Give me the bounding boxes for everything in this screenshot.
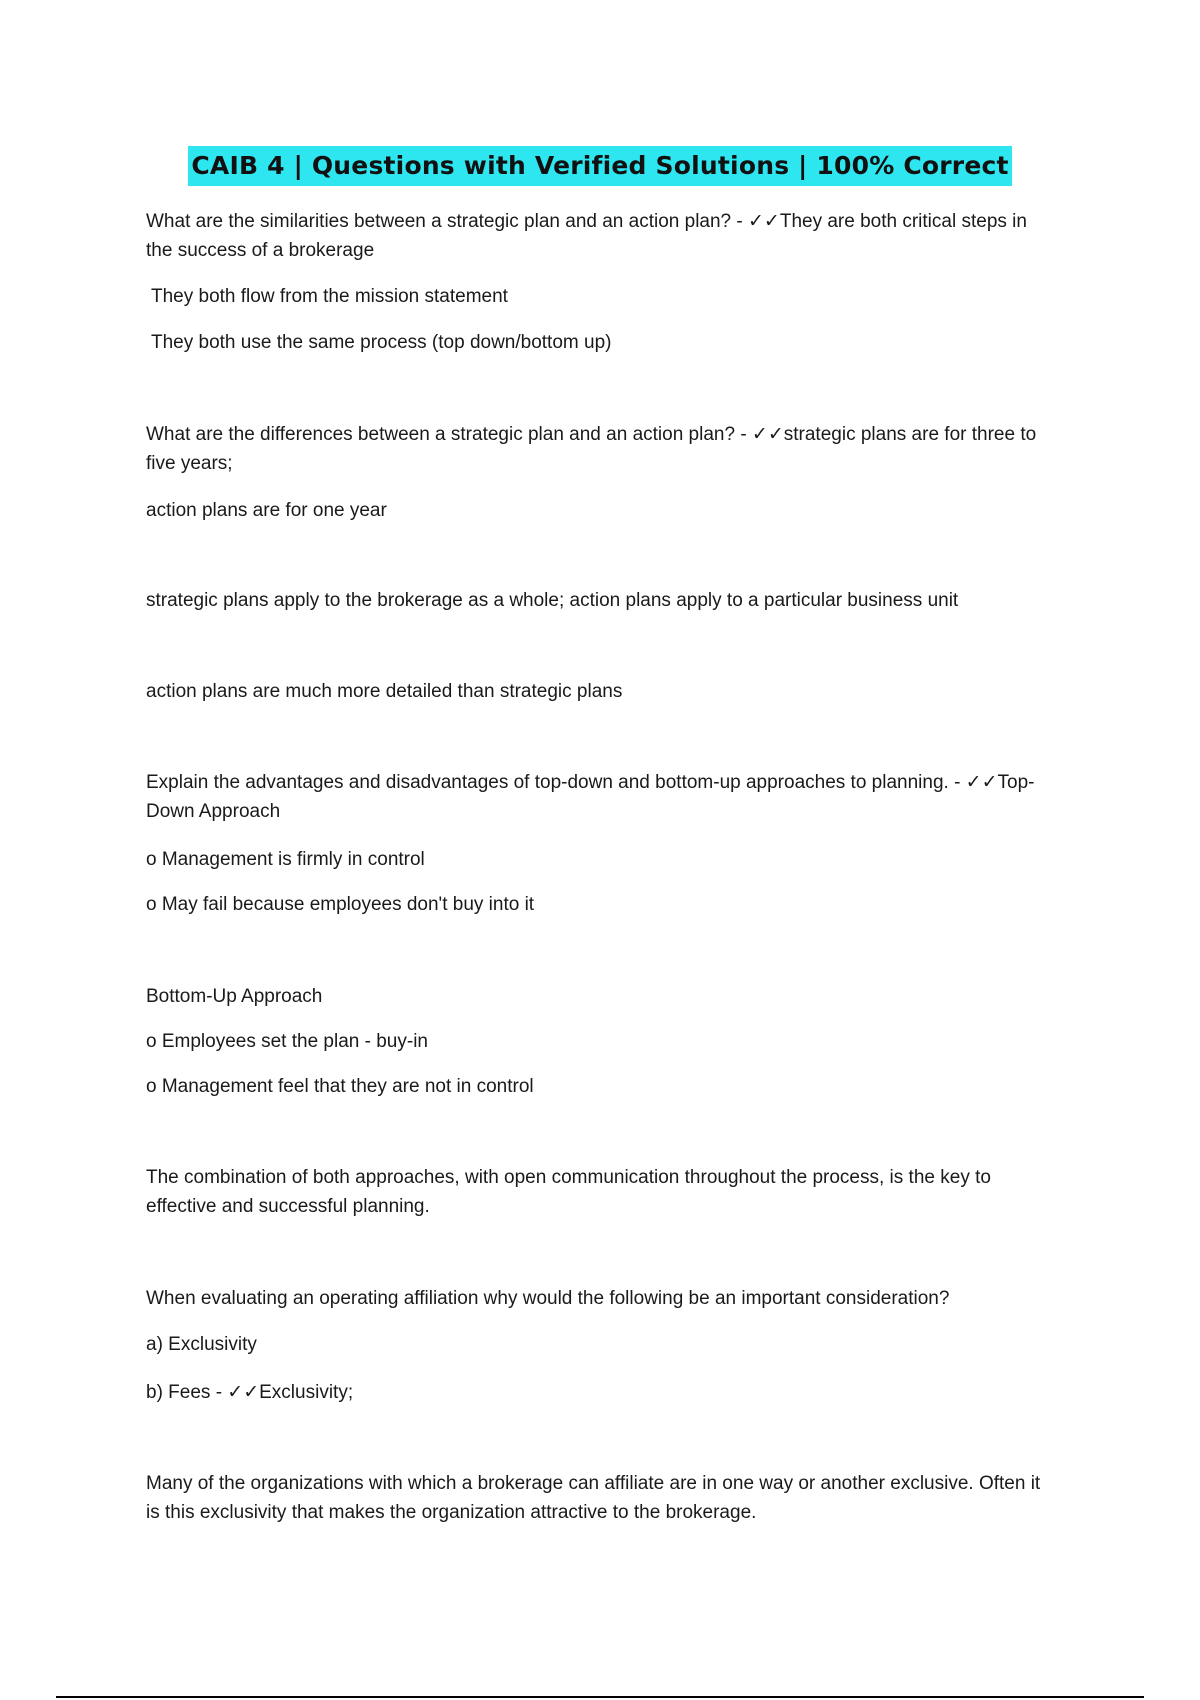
title-container (0, 146, 1200, 186)
paragraph-q4-explanation: Many of the organizations with which a brokerage can affiliate are in one way or another exclusive. Often it is this exclusivity that makes the organization attractive to the brokerage. (146, 1473, 1041, 1523)
paragraph-q2: What are the differences between a strategic plan and an action plan? - ✓✓strategic plans are for three to five years; (146, 424, 1037, 474)
footer-divider (56, 1696, 1144, 1698)
paragraph-q3: Explain the advantages and disadvantages of top-down and bottom-up approaches to planning. - ✓✓Top-Down Approach (146, 772, 1035, 822)
paragraph-q3-point-1: o Management is firmly in control (146, 849, 425, 870)
paragraph-q1-point-3: They both use the same process (top down/bottom up) (151, 332, 612, 353)
paragraph-q3-heading-bottom-up: Bottom-Up Approach (146, 986, 323, 1007)
paragraph-q3-conclusion: The combination of both approaches, with open communication throughout the process, is the key to effective and successful planning. (146, 1167, 991, 1217)
paragraph-q2-point-2: action plans are for one year (146, 500, 387, 521)
paragraph-q1-point-2: They both flow from the mission statement (151, 286, 508, 307)
paragraph-q4-option-b: b) Fees - ✓✓Exclusivity; (146, 1382, 354, 1403)
paragraph-q2-point-3: strategic plans apply to the brokerage as a whole; action plans apply to a particular business unit (146, 590, 959, 611)
paragraph-q4: When evaluating an operating affiliation why would the following be an important consideration? (146, 1288, 950, 1309)
paragraph-q2-point-4: action plans are much more detailed than strategic plans (146, 681, 623, 702)
paragraph-q4-option-a: a) Exclusivity (146, 1334, 257, 1355)
paragraph-q3-point-4: o Management feel that they are not in control (146, 1076, 534, 1097)
paragraph-q3-point-3: o Employees set the plan - buy-in (146, 1031, 428, 1052)
document-title: CAIB 4 | Questions with Verified Solutions | 100% Correct (188, 146, 1011, 186)
paragraph-q1: What are the similarities between a strategic plan and an action plan? - ✓✓They are both critical steps in the success of a brokerage (146, 211, 1027, 261)
paragraph-q3-point-2: o May fail because employees don't buy into it (146, 894, 535, 915)
